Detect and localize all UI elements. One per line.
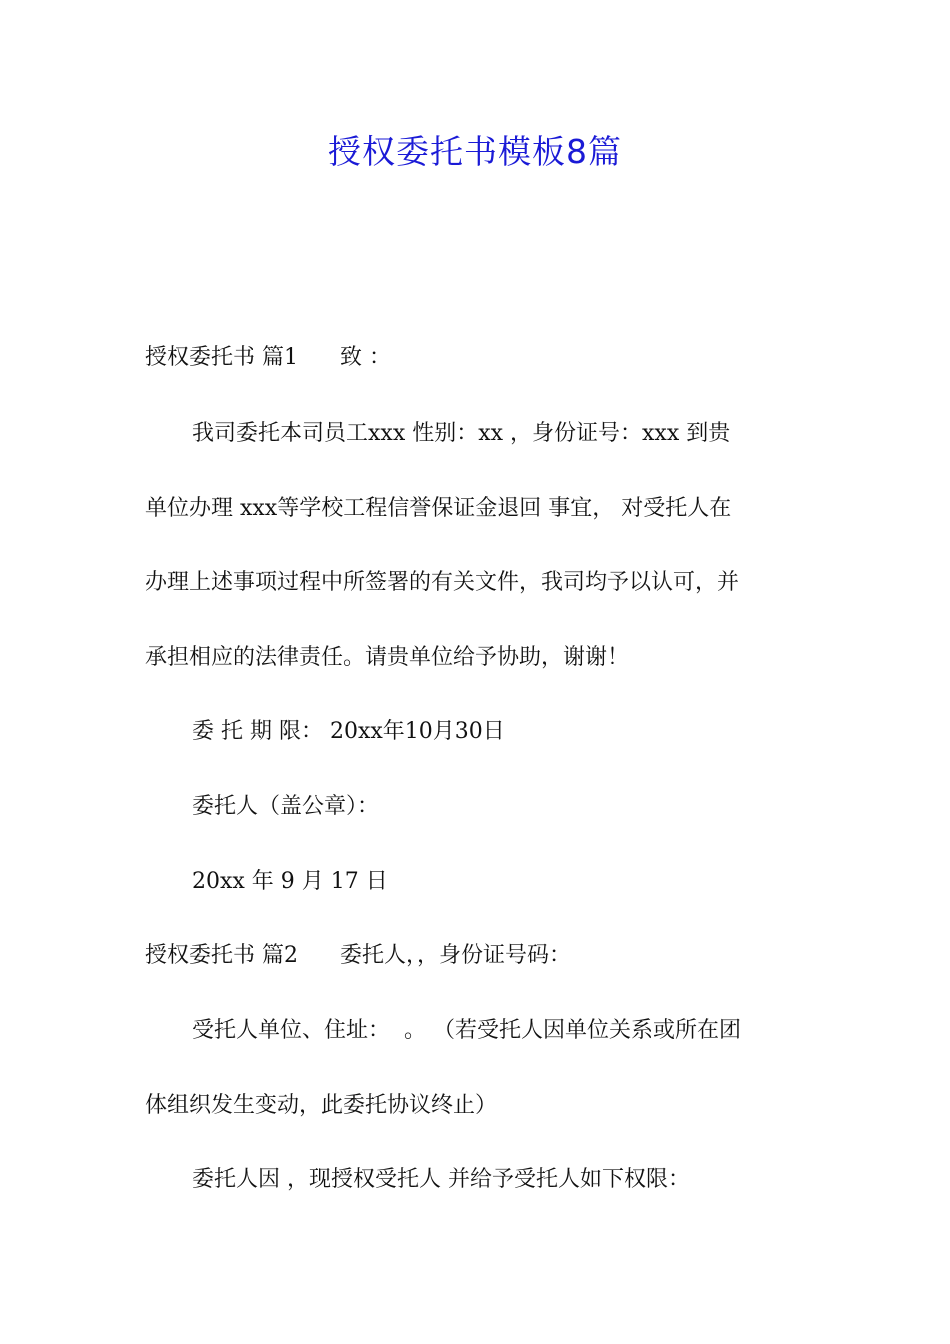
paragraph-line: 承担相应的法律责任。请贵单位给予协助，谢谢！	[145, 645, 630, 670]
document-title: 授权委托书模板8篇	[328, 132, 622, 171]
paragraph-line: 办理上述事项过程中所签署的有关文件，我司均予以认可，并	[145, 570, 740, 595]
principal-seal-line: 委托人（盖公章）：	[192, 794, 380, 819]
entrust-period-line: 委 托 期 限： 20xx年10月30日	[192, 719, 505, 744]
paragraph-line: 受托人单位、住址： 。 （若受托人因单位关系或所在团	[192, 1018, 741, 1043]
paragraph-line: 单位办理 xxx等学校工程信誉保证金退回 事宜， 对受托人在	[145, 496, 732, 521]
paragraph-line: 委托人因 ，现授权受托人 并给予受托人如下权限：	[192, 1167, 690, 1192]
section-2-heading: 授权委托书 篇2 委托人，，身份证号码：	[145, 943, 571, 968]
section-1-heading: 授权委托书 篇1 致 ：	[145, 345, 391, 370]
paragraph-line: 体组织发生变动，此委托协议终止）	[145, 1093, 498, 1118]
date-line: 20xx 年 9 月 17 日	[192, 869, 388, 894]
paragraph-line: 我司委托本司员工xxx 性别：xx ，身份证号：xxx 到贵	[192, 421, 731, 446]
